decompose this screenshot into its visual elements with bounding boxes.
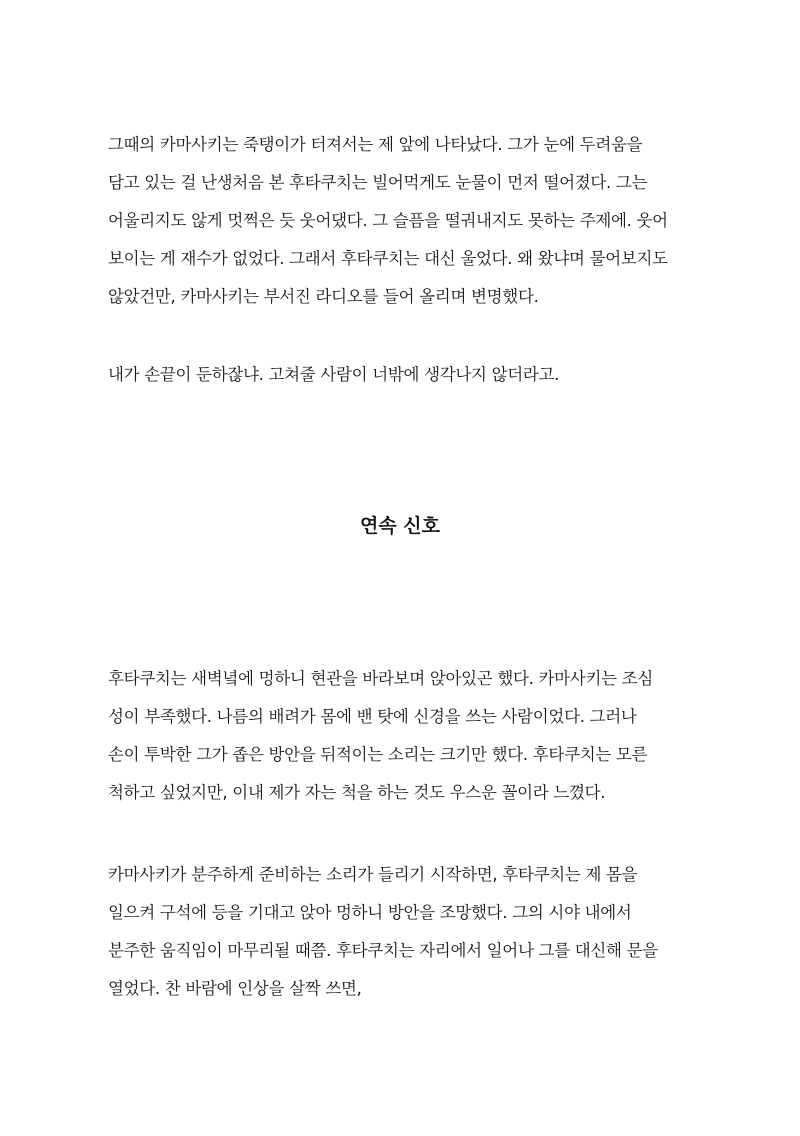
text-line: 내가 손끝이 둔하잖냐. 고쳐줄 사람이 너밖에 생각나지 않더라고. [108, 365, 560, 384]
text-line: 카마사키가 분주하게 준비하는 소리가 들리기 시작하면, 후타쿠치는 제 몸을 [108, 865, 638, 884]
text-line: 담고 있는 걸 난생처음 본 후타쿠치는 빌어먹게도 눈물이 먼저 떨어졌다. 그는 [108, 173, 648, 192]
paragraph-3 [108, 660, 693, 812]
text-line: 그때의 카마사키는 죽탱이가 터져서는 제 앞에 나타났다. 그가 눈에 두려움을 [108, 135, 643, 154]
text-line: 일으켜 구석에 등을 기대고 앉아 멍하니 방안을 조망했다. 그의 시야 내에서 [108, 903, 632, 922]
paragraph-1 [108, 126, 693, 316]
paragraph-4 [108, 856, 693, 1008]
text-line: 성이 부족했다. 나름의 배려가 몸에 밴 탓에 신경을 쓰는 사람이었다. 그러나 [108, 707, 637, 726]
text-line: 손이 투박한 그가 좁은 방안을 뒤적이는 소리는 크기만 했다. 후타쿠치는 모른 [108, 745, 648, 764]
text-line: 척하고 싶었지만, 이내 제가 자는 척을 하는 것도 우스운 꼴이라 느꼈다. [108, 783, 606, 802]
section-title: 연속 신호 [359, 515, 441, 537]
text-line: 열었다. 찬 바람에 인상을 살짝 쓰면, [108, 979, 362, 998]
text-line: 분주한 움직임이 마무리될 때쯤. 후타쿠치는 자리에서 일어나 그를 대신해 문을 [108, 941, 658, 960]
text-line: 않았건만, 카마사키는 부서진 라디오를 들어 올리며 변명했다. [108, 287, 539, 306]
text-line: 보이는 게 재수가 없었다. 그래서 후타쿠치는 대신 울었다. 왜 왔냐며 물어보지도 [108, 249, 668, 268]
text-line: 후타쿠치는 새벽녘에 멍하니 현관을 바라보며 앉아있곤 했다. 카마사키는 조심 [108, 669, 653, 688]
paragraph-2 [108, 356, 693, 394]
text-line: 어울리지도 않게 멋쩍은 듯 웃어댔다. 그 슬픔을 떨궈내지도 못하는 주제에. 웃어 [108, 211, 668, 230]
